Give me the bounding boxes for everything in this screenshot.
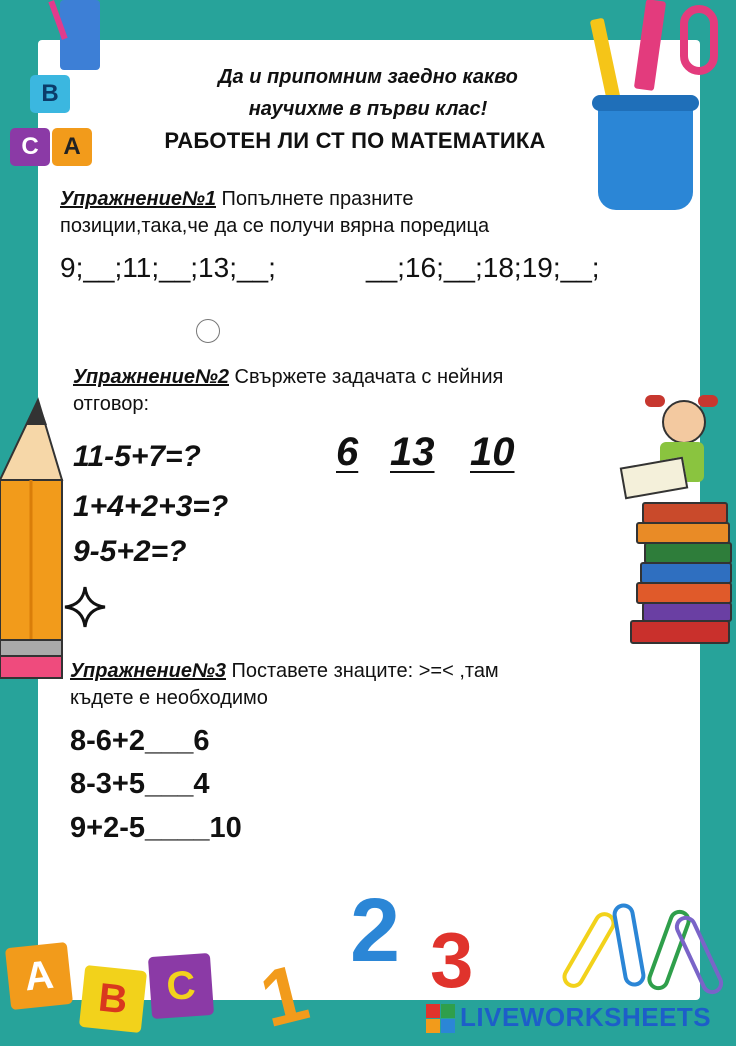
cube-bottom-b: B xyxy=(79,965,147,1033)
exercise-2-label: Упражнение№2 xyxy=(73,366,229,388)
sequence-right[interactable]: __;16;__;18;19;__; xyxy=(366,252,600,283)
sequence-left[interactable]: 9;__;11;__;13;__; xyxy=(60,252,276,283)
header-line-1: Да и припомним заедно какво xyxy=(218,66,518,88)
cube-bottom-a: A xyxy=(5,942,73,1010)
answer-13[interactable]: 13 xyxy=(390,430,435,474)
exercise-3-text-b: къдете е необходимо xyxy=(70,687,268,709)
exercise-1-label: Упражнение№1 xyxy=(60,188,216,210)
logo-square-blue xyxy=(441,1019,455,1033)
exercise-3-label: Упражнение№3 xyxy=(70,660,226,682)
exercise-2-instructions xyxy=(73,364,593,418)
compare-item-3[interactable]: 9+2-5____10 xyxy=(70,812,242,844)
number-1-icon: 1 xyxy=(251,946,317,1045)
zero-shape-icon xyxy=(680,5,718,75)
exercise-2-text-b: отговор: xyxy=(73,393,150,415)
exercise-1-instructions xyxy=(60,186,660,240)
cube-c: C xyxy=(10,128,50,166)
book-2-icon xyxy=(636,522,730,544)
cube-bottom-c: C xyxy=(148,953,214,1019)
book-4-icon xyxy=(640,562,732,584)
page-title: РАБОТЕН ЛИ СТ ПО МАТЕМАТИКА xyxy=(164,128,546,153)
header-line-2: научихме в първи клас! xyxy=(248,98,488,120)
book-3-icon xyxy=(644,542,732,564)
book-5-icon xyxy=(636,582,732,604)
number-3-icon: 3 xyxy=(430,916,474,1004)
problem-1[interactable]: 11-5+7=? xyxy=(73,440,201,473)
logo-square-red xyxy=(426,1004,440,1018)
cube-a: A xyxy=(52,128,92,166)
exercise-3-text-a: Поставете знаците: >=< ,там xyxy=(226,660,499,682)
girl-hair-icon-2 xyxy=(698,395,718,407)
circle-marker-icon xyxy=(196,319,220,343)
problem-2[interactable]: 1+4+2+3=? xyxy=(73,490,229,523)
girl-hair-icon xyxy=(645,395,665,407)
answer-6[interactable]: 6 xyxy=(336,430,359,474)
number-2-icon: 2 xyxy=(350,881,401,981)
exercise-1-text-b: позиции,така,че да се получи вярна поредица xyxy=(60,215,490,237)
liveworksheets-logo-text[interactable]: LIVEWORKSHEETS xyxy=(460,1002,712,1032)
book-6-icon xyxy=(642,602,732,622)
compare-item-1[interactable]: 8-6+2___6 xyxy=(70,725,210,757)
answer-10[interactable]: 10 xyxy=(470,430,515,474)
logo-square-orange xyxy=(426,1019,440,1033)
paper-clips-icon xyxy=(560,900,730,1010)
cube-b: B xyxy=(30,75,70,113)
exercise-3-instructions xyxy=(70,658,630,712)
girl-head-icon xyxy=(662,400,706,444)
logo-square-green xyxy=(441,1004,455,1018)
exercise-2-text-a: Свържете задачата с нейния xyxy=(229,366,504,388)
book-7-icon xyxy=(630,620,730,644)
problem-3[interactable]: 9-5+2=? xyxy=(73,535,187,568)
book-1-icon xyxy=(642,502,728,524)
exercise-1-text-a: Попълнете празните xyxy=(216,188,414,210)
liveworksheets-logo-icon xyxy=(426,1004,456,1034)
compare-item-2[interactable]: 8-3+5___4 xyxy=(70,768,210,800)
